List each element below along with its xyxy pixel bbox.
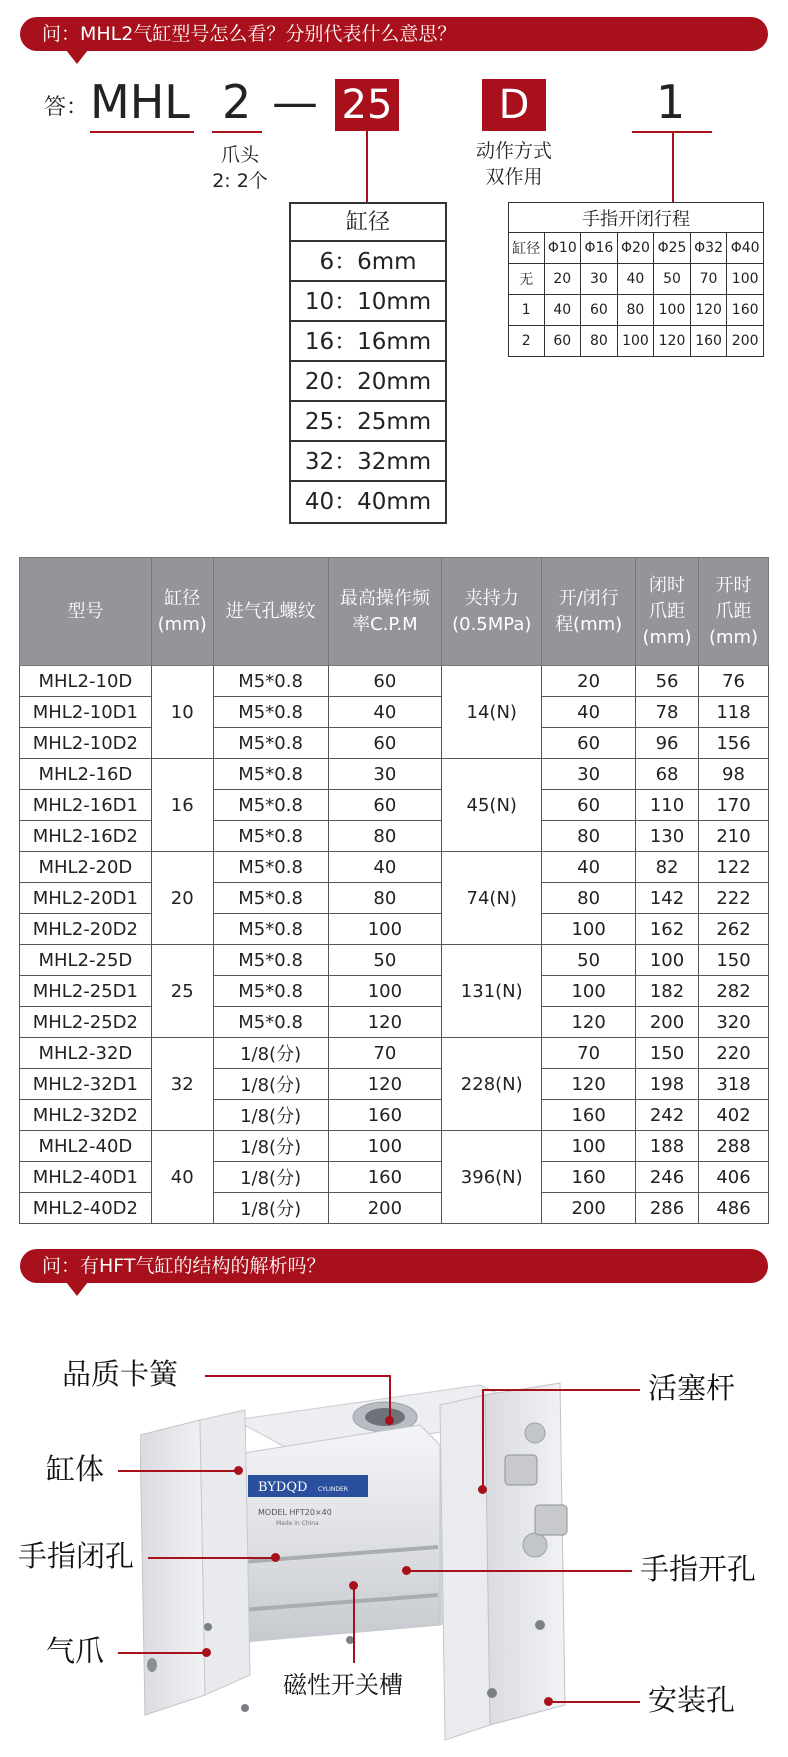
spec-cell-frequency: 100: [328, 914, 442, 945]
stroke-cell: 100: [617, 326, 654, 357]
lead-rod: [482, 1389, 640, 1391]
spec-cell-stroke: 200: [542, 1193, 636, 1224]
spec-cell-force: 14(N): [442, 666, 542, 759]
spec-cell-thread: 1/8(分): [213, 1162, 328, 1193]
spec-cell-closed: 130: [636, 821, 699, 852]
code-bore: 25: [341, 82, 393, 128]
lead-jaw: [118, 1652, 206, 1654]
code-action-box: [482, 79, 546, 131]
spec-cell-closed: 162: [636, 914, 699, 945]
dot-slot: [349, 1581, 358, 1590]
spec-table-row: [20, 976, 769, 1007]
spec-table-row: [20, 728, 769, 759]
spec-cell-frequency: 60: [328, 666, 442, 697]
spec-cell-thread: 1/8(分): [213, 1131, 328, 1162]
dot-open-port: [402, 1566, 411, 1575]
question-banner-2-text: 问：有HFT气缸的结构的解析吗？: [42, 1255, 326, 1277]
spec-table-row: [20, 1038, 769, 1069]
lead-mount: [548, 1701, 640, 1703]
banner-tail: [66, 1282, 88, 1296]
spec-cell-open: 220: [699, 1038, 769, 1069]
stroke-cell: 40: [544, 295, 581, 326]
spec-cell-stroke: 50: [542, 945, 636, 976]
label-body: 缸体: [46, 1452, 105, 1486]
spec-cell-bore: 10: [151, 666, 213, 759]
spec-table-row: [20, 1162, 769, 1193]
bore-table-row: 10：10mm: [291, 282, 445, 322]
model-text: MODEL HFT20×40: [258, 1508, 332, 1517]
spec-cell-thread: 1/8(分): [213, 1100, 328, 1131]
spec-cell-stroke: 100: [542, 976, 636, 1007]
spec-cell-open: 98: [699, 759, 769, 790]
label-close-port: 手指闭孔: [18, 1539, 135, 1573]
spec-table-row: [20, 852, 769, 883]
stroke-cell: 200: [727, 326, 764, 357]
spec-header-cell: 闭时 爪距 (mm): [636, 558, 699, 666]
stroke-header-cell: 缸径: [509, 233, 545, 264]
label-rod: 活塞杆: [648, 1371, 736, 1405]
spec-cell-thread: M5*0.8: [213, 666, 328, 697]
code-action: D: [498, 82, 530, 128]
spec-header-cell: 进气孔螺纹: [213, 558, 328, 666]
spec-cell-stroke: 120: [542, 1069, 636, 1100]
spec-cell-open: 320: [699, 1007, 769, 1038]
spec-cell-open: 486: [699, 1193, 769, 1224]
spec-cell-closed: 200: [636, 1007, 699, 1038]
spec-cell-frequency: 80: [328, 883, 442, 914]
spec-cell-stroke: 30: [542, 759, 636, 790]
dot-close-port: [271, 1553, 280, 1562]
spec-cell-open: 318: [699, 1069, 769, 1100]
stroke-header-cell: Φ25: [654, 233, 691, 264]
spec-cell-model: MHL2-40D1: [20, 1162, 152, 1193]
spec-cell-frequency: 40: [328, 852, 442, 883]
code-dash: —: [272, 75, 318, 129]
spec-cell-closed: 110: [636, 790, 699, 821]
label-mount: 安装孔: [648, 1683, 736, 1717]
spec-cell-thread: M5*0.8: [213, 790, 328, 821]
stroke-cell: 70: [690, 264, 727, 295]
stroke-connector: [672, 131, 674, 202]
stroke-cell: 60: [544, 326, 581, 357]
spec-cell-bore: 20: [151, 852, 213, 945]
stroke-cell: 80: [617, 295, 654, 326]
dot-clip: [385, 1416, 394, 1425]
spec-cell-force: 74(N): [442, 852, 542, 945]
spec-cell-model: MHL2-10D2: [20, 728, 152, 759]
stroke-cell: 50: [654, 264, 691, 295]
spec-cell-force: 131(N): [442, 945, 542, 1038]
spec-cell-stroke: 40: [542, 852, 636, 883]
banner-tail: [66, 50, 88, 64]
stroke-cell: 1: [509, 295, 545, 326]
spec-cell-model: MHL2-25D: [20, 945, 152, 976]
spec-cell-closed: 286: [636, 1193, 699, 1224]
spec-table-body: [20, 666, 769, 1224]
stroke-header-cell: Φ20: [617, 233, 654, 264]
spec-cell-model: MHL2-32D: [20, 1038, 152, 1069]
stroke-cell: 60: [581, 295, 618, 326]
spec-cell-stroke: 100: [542, 914, 636, 945]
spec-cell-closed: 82: [636, 852, 699, 883]
spec-cell-model: MHL2-40D: [20, 1131, 152, 1162]
spec-header-cell: 开/闭行 程(mm): [542, 558, 636, 666]
spec-cell-closed: 182: [636, 976, 699, 1007]
question-banner-2: [20, 1249, 768, 1283]
label-slot: 磁性开关槽: [283, 1671, 403, 1699]
spec-cell-model: MHL2-16D: [20, 759, 152, 790]
spec-cell-bore: 16: [151, 759, 213, 852]
bore-table: [289, 202, 447, 524]
series-underline: [90, 131, 194, 133]
spec-cell-force: 396(N): [442, 1131, 542, 1224]
bore-connector: [366, 131, 368, 202]
spec-cell-force: 228(N): [442, 1038, 542, 1131]
spec-cell-frequency: 120: [328, 1069, 442, 1100]
spec-table-row: [20, 1069, 769, 1100]
spec-cell-stroke: 160: [542, 1100, 636, 1131]
spec-cell-closed: 56: [636, 666, 699, 697]
spec-cell-model: MHL2-20D1: [20, 883, 152, 914]
spec-cell-stroke: 60: [542, 790, 636, 821]
spec-cell-model: MHL2-20D2: [20, 914, 152, 945]
stroke-header-cell: Φ40: [727, 233, 764, 264]
spec-table-row: [20, 914, 769, 945]
spec-cell-frequency: 30: [328, 759, 442, 790]
spec-cell-closed: 78: [636, 697, 699, 728]
spec-table-row: [20, 1131, 769, 1162]
spec-cell-model: MHL2-25D1: [20, 976, 152, 1007]
lead-rod-v: [482, 1389, 484, 1489]
spec-cell-thread: M5*0.8: [213, 759, 328, 790]
spec-cell-frequency: 100: [328, 976, 442, 1007]
stroke-cell: 100: [727, 264, 764, 295]
stroke-table-header: [509, 233, 764, 264]
bore-table-row: 6：6mm: [291, 242, 445, 282]
spec-cell-model: MHL2-10D1: [20, 697, 152, 728]
spec-cell-stroke: 20: [542, 666, 636, 697]
spec-header-cell: 缸径 (mm): [151, 558, 213, 666]
spec-cell-model: MHL2-25D2: [20, 1007, 152, 1038]
spec-cell-frequency: 200: [328, 1193, 442, 1224]
spec-cell-thread: M5*0.8: [213, 914, 328, 945]
spec-table-row: [20, 1007, 769, 1038]
dot-body: [234, 1466, 243, 1475]
spec-cell-open: 282: [699, 976, 769, 1007]
spec-table-row: [20, 1193, 769, 1224]
spec-table-row: [20, 666, 769, 697]
spec-cell-frequency: 120: [328, 1007, 442, 1038]
brand-sub-text: CYLINDER: [318, 1486, 348, 1493]
spec-table-row: [20, 1100, 769, 1131]
spec-cell-model: MHL2-20D: [20, 852, 152, 883]
spec-cell-thread: 1/8(分): [213, 1038, 328, 1069]
stroke-table-row: [509, 326, 764, 357]
dot-mount: [544, 1697, 553, 1706]
bore-table-row: 40：40mm: [304, 489, 432, 515]
spec-cell-open: 210: [699, 821, 769, 852]
spec-cell-thread: M5*0.8: [213, 852, 328, 883]
spec-cell-thread: 1/8(分): [213, 1069, 328, 1100]
spec-header-cell: 开时 爪距 (mm): [699, 558, 769, 666]
spec-table-row: [20, 697, 769, 728]
bore-table-row: 25：25mm: [291, 402, 445, 442]
stroke-cell: 160: [727, 295, 764, 326]
spec-cell-model: MHL2-16D1: [20, 790, 152, 821]
spec-cell-open: 262: [699, 914, 769, 945]
stroke-cell: 2: [509, 326, 545, 357]
spec-cell-closed: 246: [636, 1162, 699, 1193]
spec-header-cell: 型号: [20, 558, 152, 666]
spec-cell-model: MHL2-10D: [20, 666, 152, 697]
spec-cell-bore: 40: [151, 1131, 213, 1224]
spec-cell-frequency: 160: [328, 1100, 442, 1131]
spec-cell-closed: 150: [636, 1038, 699, 1069]
lead-close-port: [148, 1557, 273, 1559]
spec-cell-frequency: 60: [328, 728, 442, 759]
spec-cell-model: MHL2-40D2: [20, 1193, 152, 1224]
stroke-header-cell: Φ32: [690, 233, 727, 264]
spec-cell-open: 402: [699, 1100, 769, 1131]
lead-clip: [205, 1375, 390, 1377]
stroke-cell: 80: [581, 326, 618, 357]
spec-cell-open: 150: [699, 945, 769, 976]
spec-cell-thread: M5*0.8: [213, 883, 328, 914]
spec-cell-closed: 142: [636, 883, 699, 914]
spec-table-row: [20, 790, 769, 821]
spec-cell-open: 288: [699, 1131, 769, 1162]
lead-open-port: [406, 1570, 632, 1572]
spec-header-cell: 最高操作频 率C.P.M: [328, 558, 442, 666]
spec-cell-stroke: 80: [542, 821, 636, 852]
spec-header-cell: 夹持力 (0.5MPa): [442, 558, 542, 666]
spec-cell-open: 76: [699, 666, 769, 697]
spec-cell-stroke: 100: [542, 1131, 636, 1162]
spec-cell-frequency: 100: [328, 1131, 442, 1162]
jaws-caption-value: 2: 2个: [212, 170, 268, 192]
bore-table-row: 32：32mm: [291, 442, 445, 482]
spec-cell-stroke: 70: [542, 1038, 636, 1069]
spec-cell-open: 156: [699, 728, 769, 759]
brand-text: BYDQD: [258, 1480, 308, 1495]
spec-cell-model: MHL2-32D2: [20, 1100, 152, 1131]
spec-cell-closed: 198: [636, 1069, 699, 1100]
spec-cell-thread: M5*0.8: [213, 728, 328, 759]
spec-cell-stroke: 120: [542, 1007, 636, 1038]
spec-cell-open: 170: [699, 790, 769, 821]
spec-cell-stroke: 40: [542, 697, 636, 728]
label-open-port: 手指开孔: [640, 1552, 757, 1586]
action-caption-value: 双作用: [485, 166, 543, 188]
spec-cell-closed: 100: [636, 945, 699, 976]
stroke-cell: 20: [544, 264, 581, 295]
stroke-cell: 120: [690, 295, 727, 326]
code-jaws: 2: [222, 75, 252, 129]
spec-cell-stroke: 160: [542, 1162, 636, 1193]
jaws-caption-title: 爪头: [220, 144, 259, 166]
label-jaw: 气爪: [46, 1634, 105, 1668]
spec-cell-thread: M5*0.8: [213, 1007, 328, 1038]
spec-cell-open: 118: [699, 697, 769, 728]
spec-cell-open: 406: [699, 1162, 769, 1193]
spec-cell-thread: M5*0.8: [213, 697, 328, 728]
code-bore-box: [335, 79, 399, 131]
stroke-cell: 120: [654, 326, 691, 357]
bore-table-header: 缸径: [291, 204, 445, 242]
stroke-table-title: 手指开闭行程: [509, 203, 764, 233]
lead-slot-v: [353, 1585, 355, 1663]
spec-cell-thread: M5*0.8: [213, 976, 328, 1007]
spec-table-row: [20, 883, 769, 914]
made-text: Made in China: [276, 1520, 319, 1527]
spec-cell-closed: 68: [636, 759, 699, 790]
spec-cell-open: 122: [699, 852, 769, 883]
lead-clip-v: [389, 1375, 391, 1420]
bore-table-row: 16：16mm: [291, 322, 445, 362]
spec-cell-stroke: 60: [542, 728, 636, 759]
stroke-cell: 无: [509, 264, 545, 295]
spec-cell-model: MHL2-16D2: [20, 821, 152, 852]
stroke-table-row: [509, 264, 764, 295]
spec-cell-frequency: 160: [328, 1162, 442, 1193]
spec-cell-model: MHL2-32D1: [20, 1069, 152, 1100]
spec-cell-force: 45(N): [442, 759, 542, 852]
spec-table-header: [20, 558, 769, 666]
stroke-table-row: [509, 295, 764, 326]
dot-rod: [478, 1485, 487, 1494]
code-stroke: 1: [656, 75, 686, 129]
spec-cell-thread: M5*0.8: [213, 821, 328, 852]
spec-table-row: [20, 945, 769, 976]
dot-jaw: [202, 1648, 211, 1657]
stroke-header-cell: Φ10: [544, 233, 581, 264]
label-clip: 品质卡簧: [62, 1357, 179, 1391]
stroke-cell: 100: [654, 295, 691, 326]
stroke-cell: 30: [581, 264, 618, 295]
answer-label: 答：: [44, 95, 89, 120]
spec-cell-frequency: 50: [328, 945, 442, 976]
spec-cell-bore: 32: [151, 1038, 213, 1131]
jaws-underline: [212, 131, 262, 133]
spec-cell-frequency: 70: [328, 1038, 442, 1069]
spec-cell-frequency: 80: [328, 821, 442, 852]
lead-body: [118, 1470, 238, 1472]
stroke-table: [508, 202, 764, 357]
spec-cell-frequency: 60: [328, 790, 442, 821]
spec-cell-thread: 1/8(分): [213, 1193, 328, 1224]
code-series: MHL: [90, 75, 190, 129]
bore-table-row: 20：20mm: [291, 362, 445, 402]
spec-table-row: [20, 759, 769, 790]
stroke-header-cell: Φ16: [581, 233, 618, 264]
spec-cell-closed: 96: [636, 728, 699, 759]
stroke-cell: 40: [617, 264, 654, 295]
spec-cell-closed: 242: [636, 1100, 699, 1131]
spec-table: [19, 557, 769, 1224]
spec-cell-frequency: 40: [328, 697, 442, 728]
question-banner-1-text: 问：MHL2气缸型号怎么看？分别代表什么意思？: [42, 23, 457, 45]
stroke-cell: 160: [690, 326, 727, 357]
spec-cell-bore: 25: [151, 945, 213, 1038]
action-caption-title: 动作方式: [475, 140, 552, 162]
spec-cell-stroke: 80: [542, 883, 636, 914]
question-banner-1: [20, 17, 768, 51]
spec-cell-open: 222: [699, 883, 769, 914]
spec-cell-thread: M5*0.8: [213, 945, 328, 976]
spec-cell-closed: 188: [636, 1131, 699, 1162]
spec-table-row: [20, 821, 769, 852]
